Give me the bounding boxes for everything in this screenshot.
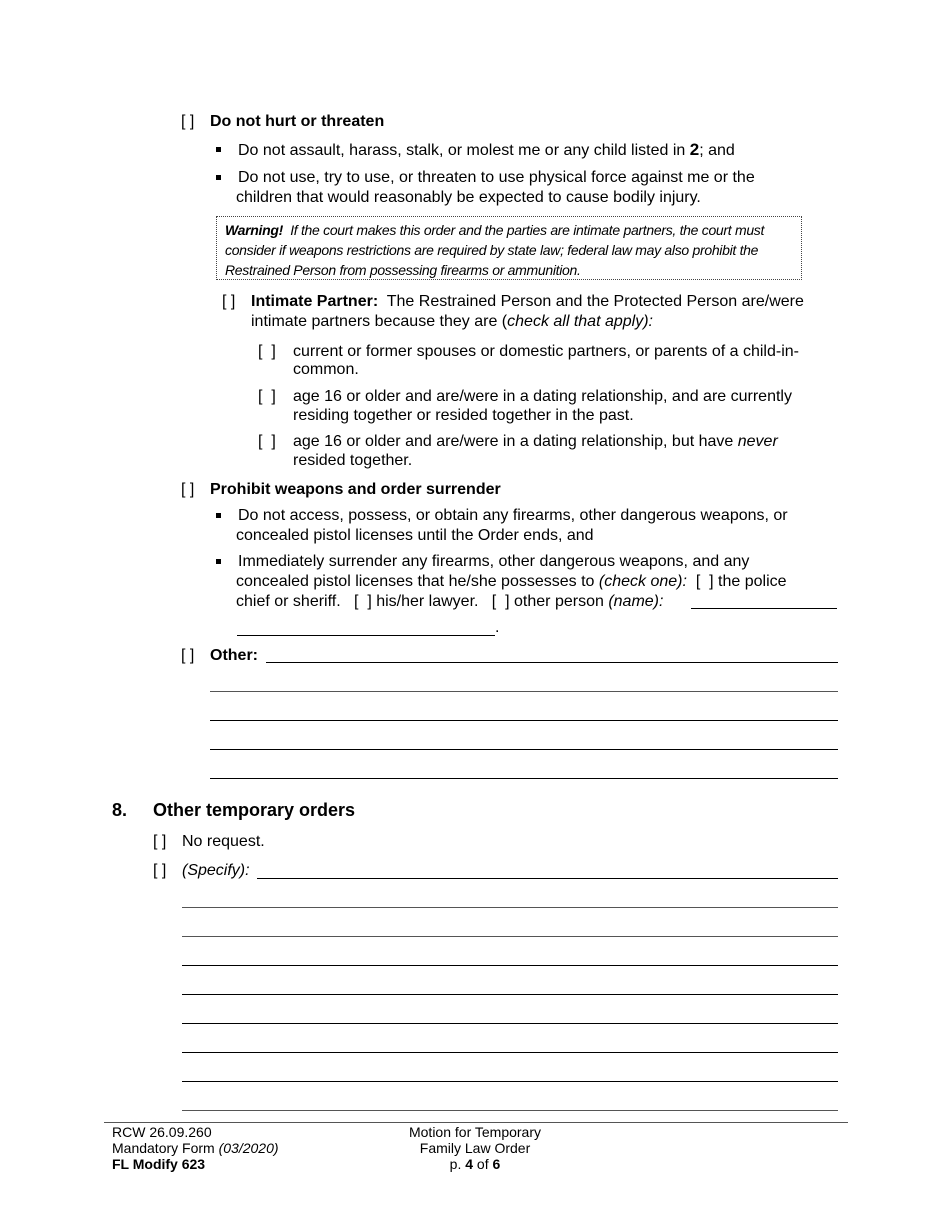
hurt-bullet-2-line-1: Do not use, try to use, or threaten to use physical force against me or the [238,169,755,186]
footer-page: p. 4 of 6 [449,1156,501,1172]
bullet-icon [216,147,221,152]
intimate-partner-checkbox[interactable]: [ ] [222,293,236,310]
weapons-bullet-1-line-2: concealed pistol licenses until the Order ends, and [236,527,594,544]
footer-title-line-2: Family Law Order [419,1140,531,1156]
partner-option-3-line-2: resided together. [293,452,413,469]
no-request-label: No request. [182,833,265,850]
warning-label: Warning! [225,222,284,238]
partner-option-2-line-1: age 16 or older and are/were in a dating relationship, and are currently [293,388,792,405]
other-input-line[interactable] [210,749,838,750]
specify-input-line[interactable] [182,1081,838,1082]
partner-option-1-line-1: current or former spouses or domestic partners, or parents of a child-in- [293,343,799,360]
hurt-checkbox[interactable]: [ ] [181,113,195,130]
warning-box [216,216,802,280]
footer-mandatory: Mandatory Form (03/2020) [112,1140,279,1156]
other-person-name-input[interactable] [691,608,837,609]
weapons-title: Prohibit weapons and order surrender [210,481,501,498]
no-request-checkbox[interactable]: [ ] [153,833,167,850]
partner-option-2-checkbox[interactable]: [ ] [258,388,276,405]
other-input-line[interactable] [210,691,838,692]
footer-left [112,1124,279,1172]
specify-input-line[interactable] [182,907,838,908]
hurt-title: Do not hurt or threaten [210,113,385,130]
period: . [495,619,500,636]
partner-option-3-line-1: age 16 or older and are/were in a dating relationship, but have never [293,433,778,450]
footer-divider [104,1122,848,1123]
bullet-icon [216,559,221,564]
other-input-line[interactable] [210,720,838,721]
bullet-icon [216,513,221,518]
intimate-partner-line-1: Intimate Partner: The Restrained Person and the Protected Person are/were [251,293,804,310]
footer-title-line-1: Motion for Temporary [408,1124,541,1140]
specify-input-line[interactable] [182,936,838,937]
section-8-number: 8. [112,800,128,820]
hurt-bullet-2-line-2: children that would reasonably be expected to cause bodily injury. [236,189,701,206]
specify-input-line[interactable] [182,965,838,966]
hurt-bullet-1: Do not assault, harass, stalk, or molest me or any child listed in 2; and [238,140,735,159]
footer-form-id: FL Modify 623 [112,1156,206,1172]
specify-input-line[interactable] [257,878,838,879]
partner-option-3-checkbox[interactable]: [ ] [258,433,276,450]
partner-option-1-line-2: common. [293,361,359,378]
other-input-line[interactable] [210,778,838,779]
specify-checkbox[interactable]: [ ] [153,862,167,879]
partner-option-1-checkbox[interactable]: [ ] [258,343,276,360]
footer-rcw: RCW 26.09.260 [112,1124,212,1140]
warning-line-3: Restrained Person from possessing firearms or ammunition. [225,262,581,278]
specify-label: (Specify): [182,862,250,879]
specify-input-line[interactable] [182,1052,838,1053]
other-person-name-input-continued[interactable] [237,635,495,636]
weapons-checkbox[interactable]: [ ] [181,481,195,498]
partner-option-2-line-2: residing together or resided together in the past. [293,407,634,424]
weapons-bullet-2-line-1: Immediately surrender any firearms, other dangerous weapons, and any [238,553,750,570]
section-8-title: Other temporary orders [153,800,356,820]
specify-input-line[interactable] [182,994,838,995]
warning-line-1: If the court makes this order and the parties are intimate partners, the court must [290,222,765,238]
intimate-partner-line-2: intimate partners because they are (check all that apply): [251,313,653,330]
other-label: Other: [210,647,258,664]
specify-input-line[interactable] [182,1023,838,1024]
other-checkbox[interactable]: [ ] [181,647,195,664]
other-input-line[interactable] [266,662,838,663]
weapons-bullet-1-line-1: Do not access, possess, or obtain any firearms, other dangerous weapons, or [238,507,788,524]
bullet-icon [216,175,221,180]
warning-line-2: consider if weapons restrictions are required by state law; federal law may also prohibit the [225,242,759,258]
weapons-bullet-2-line-3: chief or sheriff. [ ] his/her lawyer. [ ] other person (name): [236,593,664,610]
specify-input-line[interactable] [182,1110,838,1111]
footer-center [375,1124,575,1172]
weapons-bullet-2-line-2: concealed pistol licenses that he/she possesses to (check one): [ ] the police [236,573,787,590]
